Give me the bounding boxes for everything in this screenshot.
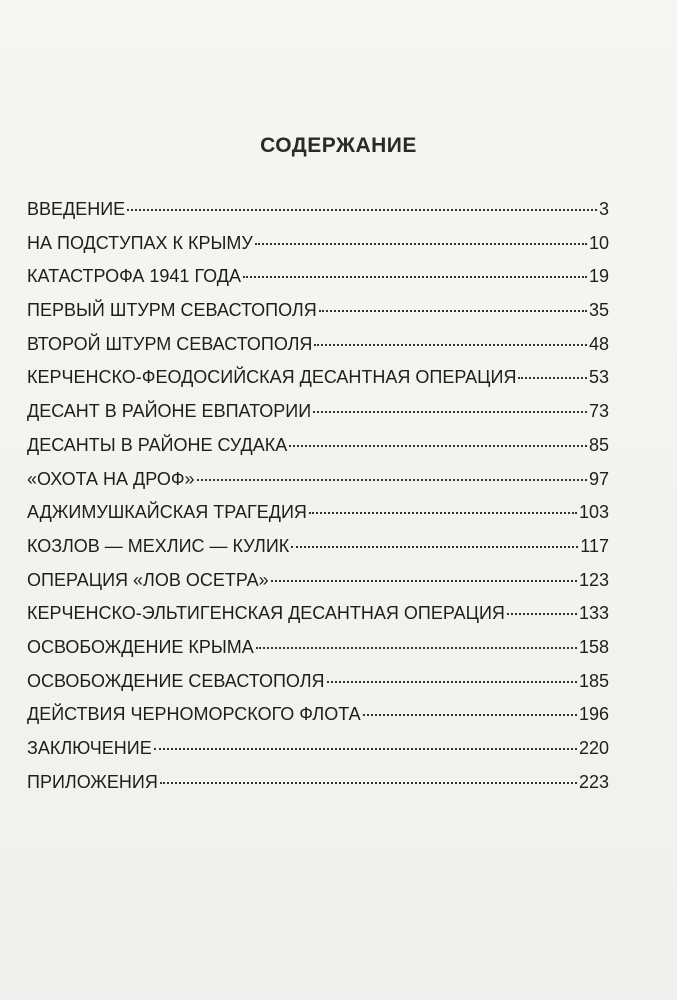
toc-entry <box>27 198 609 232</box>
toc-entry-page: 117 <box>580 535 609 556</box>
page-title: СОДЕРЖАНИЕ <box>260 134 417 157</box>
toc-entry-title: КЕРЧЕНСКО-ЭЛЬТИГЕНСКАЯ ДЕСАНТНАЯ ОПЕРАЦИЯ <box>27 603 505 624</box>
toc-leader-dots <box>154 748 577 750</box>
toc-entry-page: 103 <box>578 502 609 523</box>
toc-leader-dots <box>507 613 577 615</box>
toc-entry-page: 133 <box>578 603 609 624</box>
toc-entry-page: 3 <box>598 199 609 219</box>
toc-entry-page: 10 <box>588 232 609 253</box>
toc-entry-page: 223 <box>578 771 609 792</box>
toc-entry-title: АДЖИМУШКАЙСКАЯ ТРАГЕДИЯ <box>27 502 307 523</box>
toc-entry <box>27 434 609 468</box>
toc-entry-title: ПРИЛОЖЕНИЯ <box>27 771 158 792</box>
toc-entry-page: 158 <box>578 636 609 657</box>
toc-entry-title: ЗАКЛЮЧЕНИЕ <box>27 738 152 758</box>
toc-leader-dots <box>363 714 577 716</box>
toc-entry <box>27 400 609 434</box>
toc-entry <box>27 703 609 737</box>
toc-entry-page: 35 <box>588 300 609 321</box>
toc-entry-page: 220 <box>578 738 609 758</box>
toc-entry-title: «ОХОТА НА ДРОФ» <box>27 468 195 489</box>
toc-entry-page: 48 <box>588 333 609 354</box>
toc-entry <box>27 737 609 771</box>
toc-leader-dots <box>197 479 587 481</box>
toc-entry-page: 53 <box>588 367 609 388</box>
toc-leader-dots <box>256 647 577 649</box>
toc-entry-page: 85 <box>588 434 609 455</box>
toc-leader-dots <box>243 276 587 278</box>
toc-entry-title: НА ПОДСТУПАХ К КРЫМУ <box>27 232 253 253</box>
toc-entry-page: 73 <box>588 401 609 422</box>
toc-entry-title: ДЕСАНТ В РАЙОНЕ ЕВПАТОРИИ <box>27 401 312 422</box>
toc-leader-dots <box>255 243 587 245</box>
toc-entry <box>27 569 609 603</box>
toc-entry <box>27 333 609 367</box>
toc-leader-dots <box>319 310 587 312</box>
toc-entry-page: 19 <box>588 266 609 287</box>
toc-entry <box>27 602 609 636</box>
toc-entry-title: ДЕЙСТВИЯ ЧЕРНОМОРСКОГО ФЛОТА <box>27 704 361 725</box>
toc-leader-dots <box>289 445 587 447</box>
toc-entry-page: 97 <box>588 468 609 489</box>
toc-entry-title: ОСВОБОЖДЕНИЕ СЕВАСТОПОЛЯ <box>27 670 325 691</box>
toc-leader-dots <box>271 580 577 582</box>
toc-entry <box>27 535 609 569</box>
toc-entry <box>27 501 609 535</box>
toc-leader-dots <box>313 411 587 413</box>
toc-entry-page: 196 <box>578 704 609 725</box>
toc-entry-title: ОПЕРАЦИЯ «ЛОВ ОСЕТРА» <box>27 569 269 590</box>
toc-entry <box>27 771 609 805</box>
toc-leader-dots <box>127 209 597 211</box>
toc-entry <box>27 232 609 266</box>
toc-leader-dots <box>327 681 577 683</box>
toc-leader-dots <box>160 782 577 784</box>
toc-entry-title: ДЕСАНТЫ В РАЙОНЕ СУДАКА <box>27 434 288 455</box>
toc-leader-dots <box>309 512 577 514</box>
toc-entry <box>27 265 609 299</box>
toc-entry-title: ОСВОБОЖДЕНИЕ КРЫМА <box>27 636 254 657</box>
toc-entry-title: КАТАСТРОФА 1941 ГОДА <box>27 266 241 287</box>
toc-entry-title: КОЗЛОВ — МЕХЛИС — КУЛИК <box>27 535 290 556</box>
toc-entry <box>27 468 609 502</box>
toc-entry-page: 123 <box>578 569 609 590</box>
toc-leader-dots <box>518 377 587 379</box>
toc-entry-title: ВТОРОЙ ШТУРМ СЕВАСТОПОЛЯ <box>27 333 313 354</box>
toc-leader-dots <box>291 546 578 548</box>
toc-entry-title: ВВЕДЕНИЕ <box>27 199 126 219</box>
toc-entry <box>27 366 609 400</box>
toc-entry <box>27 670 609 704</box>
toc-entry <box>27 636 609 670</box>
toc-entry-title: ПЕРВЫЙ ШТУРМ СЕВАСТОПОЛЯ <box>27 300 317 321</box>
toc-leader-dots <box>314 344 587 346</box>
toc-entry-title: КЕРЧЕНСКО-ФЕОДОСИЙСКАЯ ДЕСАНТНАЯ ОПЕРАЦИЯ <box>27 367 517 388</box>
toc-entry <box>27 299 609 333</box>
toc-entry-page: 185 <box>578 670 609 691</box>
table-of-contents <box>27 198 609 804</box>
